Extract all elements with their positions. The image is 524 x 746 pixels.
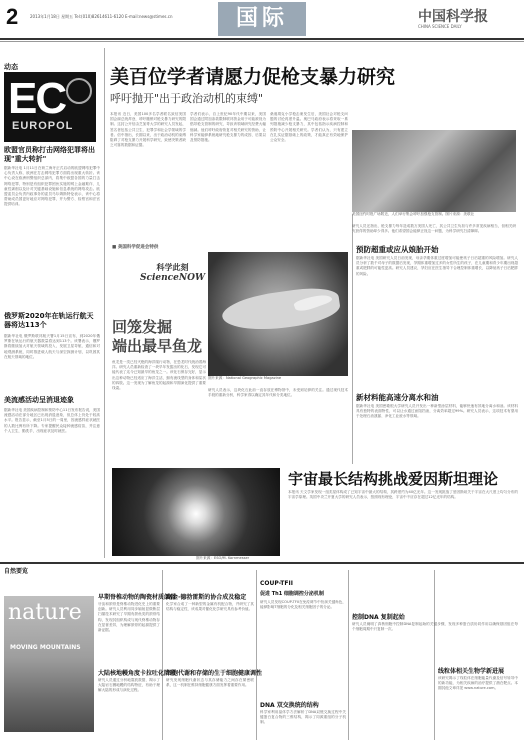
right-item1-body: 据新华社电 美国研究人员日前发现，母亲孕期体重过度增加可能使孩子日后超重的风险增加。研究人员分析了数千对母子的数据后发现，孕期体重增加过多的女性所生的孩子，在儿童期和青少年期出现超重或肥胖的可能性更高。研究人员建议，孕妇应在医生指导下合理控制体重增长，以降低孩子日后肥胖的风险。 xyxy=(356,256,518,276)
sci-now-label: ■ 美国科学促进会特供 xyxy=(112,245,159,250)
ichthyosaur-body xyxy=(220,284,342,336)
bottom-col1-body1: 牙齿和颌骨是脊椎动物进化史上的重要创新。研究人员利用同步辐射显微断层扫描技术研究了早期有颌鱼类的颌骨结构，发现其组织构成与现代脊椎动物存在显著差异，为理解颌骨的起源提供了新证据。 xyxy=(98,602,160,633)
bottom-col3-body2: 科学家利用晶体学方法解析了DNA双链交换过程中关键蛋白复合物的三维结构，揭示了同源重组的分子机制。 xyxy=(260,710,346,725)
right-item2-title[interactable]: 新材料能高速分离水和油 xyxy=(356,393,439,402)
bottom-col2-title1[interactable]: 高金·德勃雷斯的协合成及稳定 xyxy=(166,594,247,601)
bottom-col2-body2: 研究发现细胞代谢状态与其存储能力之间存在紧密联系，这一机制在维持细胞健康方面发挥着重要作用。 xyxy=(166,678,254,688)
bottom-col1-title1[interactable]: 早期脊椎动物的陶瓷材质颌骨 xyxy=(98,594,177,601)
bottom-col1-title2[interactable]: 大陆核地幔角度卡拉吐化阶段 xyxy=(98,670,177,677)
sidebar-item3-title[interactable]: 美流感活动呈消退迹象 xyxy=(4,396,74,404)
nature-cover-text: MOVING MOUNTAINS xyxy=(10,644,81,651)
fish-body-2: 研究人员表示，这块化石此前一直存放在博物馆中，未受到足够的关注。通过现代技术手段的重新分析，科学家得以确定其年代和分类地位。 xyxy=(208,388,348,398)
sidebar-item2-title[interactable]: 俄罗斯2020年在轨运行航天器将达113个 xyxy=(4,312,94,329)
bottom-col2-body1: 化学家合成了一种新型的金属有机配合物，并研究了其结构与稳定性，该成果对催化化学研究具有参考价值。 xyxy=(166,602,254,612)
dateline: 2013年1月18日 星期五 Tel:(010)82614611-6120 E-mail:news@stimes.cn xyxy=(30,14,173,19)
lead-headline[interactable]: 美百位学者请愿力促枪支暴力研究 xyxy=(110,66,396,88)
europol-photo xyxy=(4,72,96,142)
bottom-col1-body2: 研究人员通过分析地震波数据，揭示了大陆岩石圈地幔的结构特征，有助于理解大陆的形成与演化过程。 xyxy=(98,678,160,693)
column-separator xyxy=(352,214,353,464)
lead-body-col3: 桑迪胡克小学枪击案发生后，美国社会对枪支问题的讨论再度升温。奥巴马政府表示将采取一系列措施减少枪支暴力，其中包括指示疾病控制和预防中心开展相关研究。学者们认为，只有建立在扎实证据基础上的政策，才能真正有效地保护公众安全。 xyxy=(270,112,348,143)
sci-now-en: ScienceNOW xyxy=(140,273,206,283)
europol-text: EUROPOL xyxy=(12,120,74,132)
lead-body-col1: 本报讯 近日，美国100多名学者联名致信美国国会副总统拜登，呼吁撤销对枪支暴力研究的限制。这封公开信由芝加哥大学的研究人员发起，签名者包括公共卫生、犯罪学和社会学领域的学者。信中指出，长期以来，出于政治动机的束缚阻碍了对枪支暴力开展科学研究，致使决策者缺乏可靠的数据和证据。 xyxy=(110,112,186,148)
section-title: 国际 xyxy=(218,2,306,36)
quasar-caption: 图片来源：ESO/M. Kornmesser xyxy=(196,556,250,560)
nature-cover xyxy=(4,596,94,732)
sci-now-box xyxy=(112,244,210,260)
header-rule-thin xyxy=(0,41,524,42)
page-number: 2 xyxy=(6,4,19,29)
bottom-col3-title2[interactable]: DNA 双交换统的结构 xyxy=(260,702,319,709)
fish-body: 鱼龙是一类已经灭绝的海洋爬行动物，在恐龙时代统治着海洋。研究人员重新检查了一块早年发掘出的化石，发现它可能代表了迄今已知最早的鱼龙之一。该化石保存完好，显示出这种动物已经适应了海洋生活，拥有流线型的身体和桨状的四肢。这一发现为了解鱼龙的起源和早期演化提供了重要线索。 xyxy=(112,360,206,391)
rally-photo-caption: 美国纽约时报广场附近，人们举行集会呼吁加强枪支管制。图片来源：美联社 xyxy=(352,212,475,216)
sci-now-cn: 科学此刻 xyxy=(156,263,189,272)
sidebar-item1-body: 据新华社电 1月11日在荷兰海牙正式启动的欧盟网络犯罪中心负责人称，欧洲在打击网络犯罪方面将出现重大转折。该中心设在欧洲刑警组织总部内，将集中欧盟各国的力量打击网络犯罪，特别是有组织犯罪团伙实施的网上金融欺诈、儿童性剥削以及针对关键基础设施和信息系统的网络攻击。欧盟委员会负责内政事务的委员马尔姆斯特伦表示，该中心将帮助成员国更好地应对网络犯罪，并为警方、检察官和法官提供培训。 xyxy=(4,166,100,207)
quasar-illustration xyxy=(112,468,280,556)
bottom-col3-title1[interactable]: COUP-TFII xyxy=(260,580,293,587)
column-separator xyxy=(256,570,257,740)
column-separator xyxy=(104,48,105,558)
logo-ring-icon xyxy=(66,78,92,104)
rally-photo xyxy=(352,130,516,212)
ichthyosaur-photo xyxy=(208,252,348,376)
lead-body-col4: 研究人员还指出，枪支暴力每年造成数万美国人死亡，其公共卫生负担与许多常见疾病相当，但相关研究获得的资助却少得多。他们希望国会能够正视这一问题，为科学研究扫清障碍。 xyxy=(352,224,516,234)
lead-body-col2: 学者们表示，自上世纪90年代中期以来，美国国会通过附加条款限制联邦资金用于可能被视为倡导枪支管制的研究，导致该领域研究经费大幅缩减。他们呼吁政府恢复对相关研究的资助，让科学家能够系统地研究枪支暴力的成因、后果以及预防措施。 xyxy=(190,112,266,143)
fish-headline-line2: 端出最早鱼龙 xyxy=(112,337,203,355)
header-rule xyxy=(0,38,524,40)
bottom-col2-title2[interactable]: 细胞代谢和存储的生于细胞健康调性 xyxy=(166,670,263,677)
fish-headline[interactable] xyxy=(112,318,202,356)
bottom-rule xyxy=(0,562,524,564)
quasar-body: 本报讯 天文学家发现一组类星体构成了已知宇宙中最大的结构，其跨度约为40亿光年。这一发现挑战了爱因斯坦关于宇宙在大尺度上均匀分布的宇宙学原理。英国中央兰开夏大学的研究人员表示，按照现有理论，宇宙中不应存在超过12亿光年的结构。 xyxy=(288,490,518,500)
sidebar-item1-title[interactable]: 欧盟官员称打击网络犯罪将出现"重大转折" xyxy=(4,146,95,163)
sidebar-item3-body: 据新华社电 美国疾病控制和预防中心11日发布报告说，美国流感活动在部分地区已出现消退迹象，但总体上仍处于较高水平。报告显示，截至1月5日的一周里，因流感样症状就医的人数比例有所下降。专家提醒民众接种流感疫苗，并注意个人卫生，勤洗手，出现症状及时就医。 xyxy=(4,408,100,433)
right-item2-body: 据新华社电 美国密歇根大学研究人员开发出一种新型涂层材料，能够快速有效地分离水和油。该材料具有独特的表面特性，可以让水通过而阻挡油，分离效率超过99%。研究人员表示，这项技术有望用于处理石油泄漏、净化工业废水等领域。 xyxy=(356,404,518,419)
bottom-col3-body1: 研究人员发现COUP-TFII在免疫调节中扮演关键角色，能够影响T细胞的分化及相关细胞因子的分泌。 xyxy=(260,600,346,610)
newspaper-logo: 中国科学报 xyxy=(418,9,488,25)
fish-caption: 图片来源：National Geographic Magazine xyxy=(208,376,282,380)
nature-logo: nature xyxy=(8,600,82,625)
bottom-section-label: 自然要览 xyxy=(4,568,29,575)
bottom-col4-title2[interactable]: 线粒体相关生物学新进展 xyxy=(438,668,505,675)
quasar-headline[interactable]: 宇宙最长结构挑战爱因斯坦理论 xyxy=(288,470,499,488)
lead-subhead: 呼吁抛开"出于政治动机的束缚" xyxy=(110,92,264,105)
bottom-col4-body2: 该研究揭示了线粒体在细胞能量代谢及信号转导中的新功能，为相关疾病的治疗提供了潜在靶点。本期其他文章详见 www.nature.com。 xyxy=(438,676,518,691)
sci-now-logo xyxy=(140,262,205,283)
bottom-col4-title1[interactable]: 控制DNA 复制起始 xyxy=(352,614,405,621)
sidebar-header: 动态 xyxy=(4,63,18,71)
newspaper-logo-sub: CHINA SCIENCE DAILY xyxy=(418,24,462,29)
ec-letters: EC xyxy=(8,74,66,123)
bottom-col4-body1: 研究人员阐明了真核细胞中控制DNA复制起始的关键步骤，发现多种蛋白质协同作用以确保基因组在每个细胞周期中只复制一次。 xyxy=(352,622,518,632)
fish-headline-line1: 回笼发掘 xyxy=(112,318,173,336)
right-item1-title[interactable]: 预防超重或应从娘胎开始 xyxy=(356,245,439,254)
sidebar-item2-body: 据新华社电 俄罗斯联邦航天署1月15日宣布，到2020年俄罗斯在轨运行的航天器数量将达到113个。该署表示，俄罗斯将继续加大对航天领域的投入，发展卫星导航、通信和对地观测系统，同时推进载人航天与深空探测计划，以巩固其在航天领域的地位。 xyxy=(4,334,100,359)
column-separator xyxy=(348,570,349,740)
bottom-col3-title1b: 促进 Th1 细胞调控分泌机制 xyxy=(260,591,324,597)
